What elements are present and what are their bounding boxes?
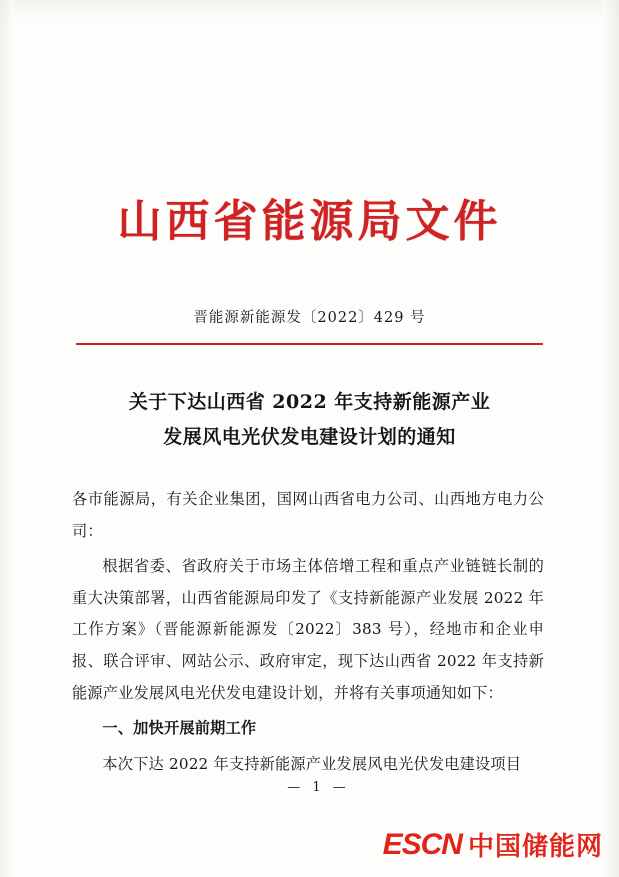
subject-line-2: 发展风电光伏发电建设计划的通知: [163, 426, 456, 449]
document-subject: [76, 385, 543, 455]
watermark-latin-text: ESCN: [382, 827, 462, 861]
page-number: [0, 780, 619, 795]
recipients-line: 各市能源局，有关企业集团，国网山西省电力公司、山西地方电力公司：: [72, 490, 544, 540]
document-issuer-title: 山西省能源局文件: [117, 196, 502, 247]
body-paragraph-1: 根据省委、省政府关于市场主体倍增工程和重点产业链链长制的重大决策部署，山西省能源局印发了《支持新能源产业发展 2022 年工作方案》（晋能源新能源发〔2022〕383 号），经地市和企业申报、联合评审、网站公示、政府审定，现下达山西省 2022 年支持新能源产业发展风电光伏发电建设计划，并将有关事项通知如下：: [72, 557, 544, 702]
section-1-heading: 一、加快开展前期工作: [102, 719, 257, 738]
paper-edge-top: [0, 0, 619, 22]
paper-edge-left: [0, 0, 14, 877]
subject-line-1: 关于下达山西省 2022 年支持新能源产业: [128, 391, 491, 413]
document-number: 晋能源新能源发〔2022〕429 号: [193, 310, 426, 326]
watermark-escn: [383, 826, 603, 863]
red-divider-rule: [76, 343, 543, 345]
watermark-chinese-text: 中国储能网: [467, 832, 603, 862]
section-1-text: 本次下达 2022 年支持新能源产业发展风电光伏发电建设项目: [102, 754, 522, 773]
document-body: [72, 484, 544, 784]
page-number-value: — 1 —: [287, 780, 350, 795]
paper-edge-right: [603, 0, 619, 877]
